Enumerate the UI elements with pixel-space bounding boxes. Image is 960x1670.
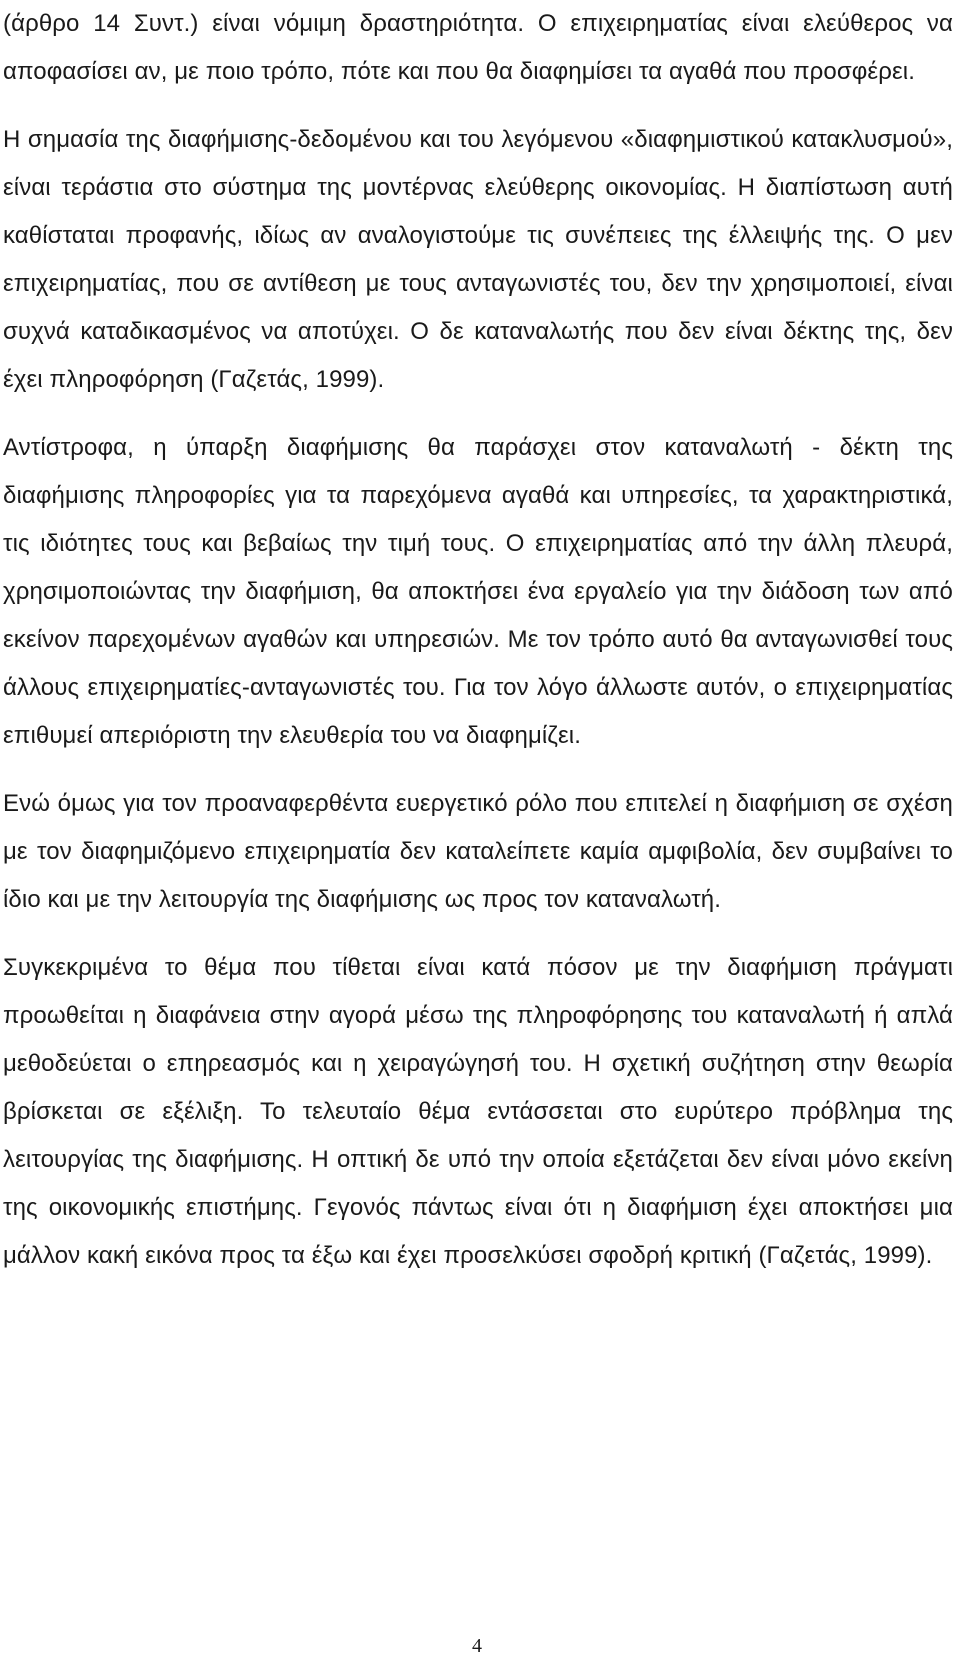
paragraph-3: Αντίστροφα, η ύπαρξη διαφήμισης θα παράσχει στον καταναλωτή - δέκτη της διαφήμισης πληροφορίες για τα παρεχόμενα αγαθά και υπηρεσίες, τα χαρακτηριστικά, τις ιδιότητες τους και βεβαίως την τιμή τους. Ο επιχειρηματίας από την άλλη πλευρά, χρησιμοποιώντας την διαφήμιση, θα αποκτήσει ένα εργαλείο για την διάδοση των από εκείνον παρεχομένων αγαθών και υπηρεσιών. Με τον τρόπο αυτό θα ανταγωνισθεί τους άλλους επιχειρηματίες-ανταγωνιστές του. Για τον λόγο άλλωστε αυτόν, ο επιχειρηματίας επιθυμεί απεριόριστη την ελευθερία του να διαφημίζει. [3, 434, 953, 749]
paragraph-2: Η σημασία της διαφήμισης-δεδομένου και του λεγόμενου «διαφημιστικού κατακλυσμού», είναι τεράστια στο σύστημα της μοντέρνας ελεύθερης οικονομίας. Η διαπίστωση αυτή καθίσταται προφανής, ιδίως αν αναλογιστούμε τις συνέπειες της έλλειψής της. Ο μεν επιχειρηματίας, που σε αντίθεση με τους ανταγωνιστές του, δεν την χρησιμοποιεί, είναι συχνά καταδικασμένος να αποτύχει. Ο δε καταναλωτής που δεν είναι δέκτης της, δεν έχει πληροφόρηση (Γαζετάς, 1999). [3, 126, 953, 393]
paragraph-4: Ενώ όμως για τον προαναφερθέντα ευεργετικό ρόλο που επιτελεί η διαφήμιση σε σχέση με τον διαφημιζόμενο επιχειρηματία δεν καταλείπετε καμία αμφιβολία, δεν συμβαίνει το ίδιο και με την λειτουργία της διαφήμισης ως προς τον καταναλωτή. [3, 790, 953, 913]
paragraph-5: Συγκεκριμένα το θέμα που τίθεται είναι κατά πόσον με την διαφήμιση πράγματι προωθείται η διαφάνεια στην αγορά μέσω της πληροφόρησης του καταναλωτή ή απλά μεθοδεύεται ο επηρεασμός και η χειραγώγησή του. Η σχετική συζήτηση στην θεωρία βρίσκεται σε εξέλιξη. Το τελευταίο θέμα εντάσσεται στο ευρύτερο πρόβλημα της λειτουργίας της διαφήμισης. Η οπτική δε υπό την οποία εξετάζεται δεν είναι μόνο εκείνη της οικονομικής επιστήμης. Γεγονός πάντως είναι ότι η διαφήμιση έχει αποκτήσει μια μάλλον κακή εικόνα προς τα έξω και έχει προσελκύσει σφοδρή κριτική (Γαζετάς, 1999). [3, 954, 953, 1269]
page-number: 4 [472, 1635, 482, 1657]
document-body [3, 0, 953, 1280]
paragraph-1: (άρθρο 14 Συντ.) είναι νόμιμη δραστηριότητα. Ο επιχειρηματίας είναι ελεύθερος να αποφασίσει αν, με ποιο τρόπο, πότε και που θα διαφημίσει τα αγαθά που προσφέρει. [3, 10, 953, 85]
